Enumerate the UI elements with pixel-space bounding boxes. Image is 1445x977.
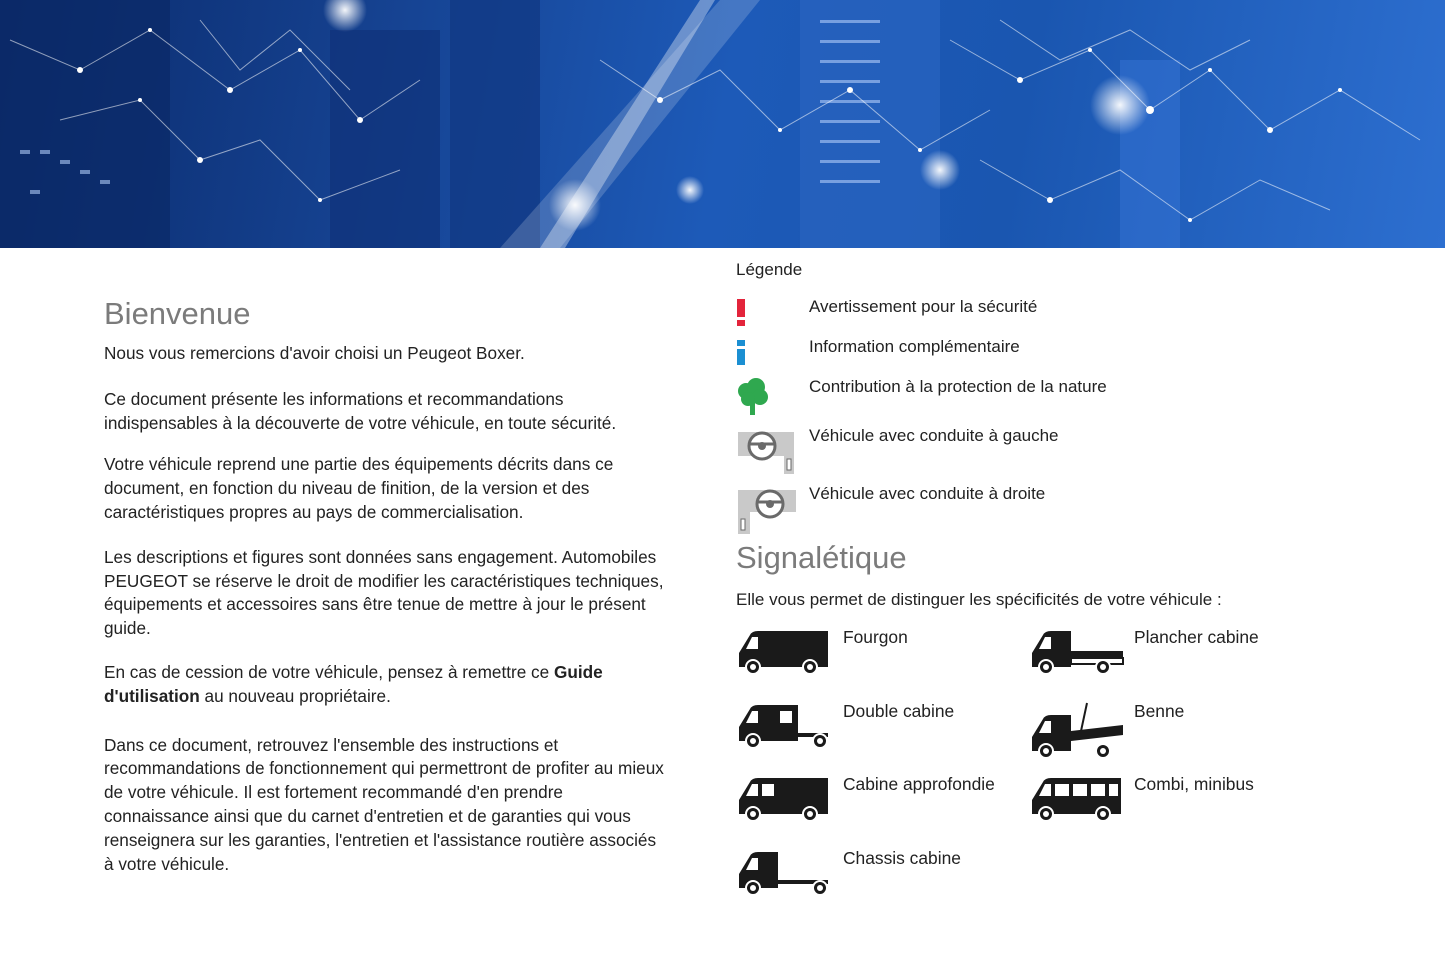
- legend-item-rhd: [736, 484, 1336, 534]
- legend-label: Véhicule avec conduite à gauche: [809, 426, 1059, 445]
- vehicle-type-label: Double cabine: [843, 701, 955, 721]
- cession-text: En cas de cession de votre véhicule, pensez à remettre ce: [104, 661, 554, 682]
- signaletique-subtitle: Elle vous permet de distinguer les spécificités de votre véhicule :: [736, 590, 1222, 609]
- legend-label: Information complémentaire: [809, 337, 1020, 356]
- vehicle-type-benne: [1029, 701, 1319, 761]
- tree-icon: [736, 377, 770, 417]
- legend-item-lhd: [736, 426, 1336, 476]
- double-cab-icon: [736, 701, 832, 751]
- welcome-section: [104, 296, 664, 876]
- welcome-paragraph: Ce document présente les informations et recommandations indispensables à la découverte de votre véhicule, en toute sécurité.: [104, 388, 617, 433]
- legend-label: Avertissement pour la sécurité: [809, 297, 1038, 316]
- left-hand-drive-icon: [736, 426, 798, 476]
- legend-item-nature: [736, 377, 1336, 427]
- cession-paragraph: [104, 661, 664, 709]
- vehicle-type-fourgon: [736, 627, 1026, 687]
- vehicle-type-label: Chassis cabine: [843, 848, 961, 868]
- vehicle-type-double-cabine: [736, 701, 1026, 761]
- signaletique-title: Signalétique: [736, 540, 907, 575]
- tipper-truck-icon: [1029, 701, 1125, 761]
- minibus-icon: [1029, 774, 1125, 824]
- vehicle-type-cabine-approfondie: [736, 774, 1026, 834]
- vehicle-type-combi-minibus: [1029, 774, 1319, 834]
- welcome-paragraph: Nous vous remercions d'avoir choisi un Peugeot Boxer.: [104, 343, 525, 363]
- vehicle-type-label: Benne: [1134, 701, 1185, 721]
- vehicle-type-chassis-cabine: [736, 848, 1026, 908]
- guide-title-bold: Guide d'utilisation: [104, 661, 603, 706]
- welcome-paragraph: Les descriptions et figures sont données sans engagement. Automobiles PEUGEOT se réserve le droit de modifier les caractéristiques techniques, équipements et accessoires sans être tenue de mettre à jour le présent guide.: [104, 546, 664, 639]
- right-column: [736, 0, 1436, 977]
- chassis-cab-icon: [736, 848, 832, 898]
- warning-exclamation-icon: [736, 297, 750, 327]
- welcome-paragraph-last: Dans ce document, retrouvez l'ensemble des instructions et recommandations de fonctionnement qui permettront de profiter au mieux de votre véhicule. Il est fortement recommandé d'en prendre connaissance ainsi que du carnet d'entretien et de garanties qui vous renseignera sur les garanties, l'entretien et l'assistance routière associés à votre véhicule.: [104, 734, 664, 874]
- legend-title: Légende: [736, 260, 803, 279]
- vehicle-type-label: Fourgon: [843, 627, 908, 647]
- deep-cab-icon: [736, 774, 832, 824]
- vehicle-type-label: Cabine approfondie: [843, 774, 995, 794]
- info-icon: [736, 337, 750, 369]
- right-hand-drive-icon: [736, 484, 798, 536]
- vehicle-type-label: Combi, minibus: [1134, 774, 1254, 794]
- vehicle-type-plancher-cabine: [1029, 627, 1319, 687]
- welcome-title: Bienvenue: [104, 296, 251, 331]
- vehicle-type-label: Plancher cabine: [1134, 627, 1259, 647]
- legend-label: Véhicule avec conduite à droite: [809, 484, 1046, 503]
- van-icon: [736, 627, 832, 677]
- flatbed-truck-icon: [1029, 627, 1125, 677]
- legend-label: Contribution à la protection de la nature: [809, 377, 1107, 396]
- cession-text-end: au nouveau propriétaire.: [199, 685, 391, 706]
- welcome-paragraph: Votre véhicule reprend une partie des équipements décrits dans ce document, en fonction du niveau de finition, de la version et des caractéristiques propres au pays de commercialisation.: [104, 454, 614, 522]
